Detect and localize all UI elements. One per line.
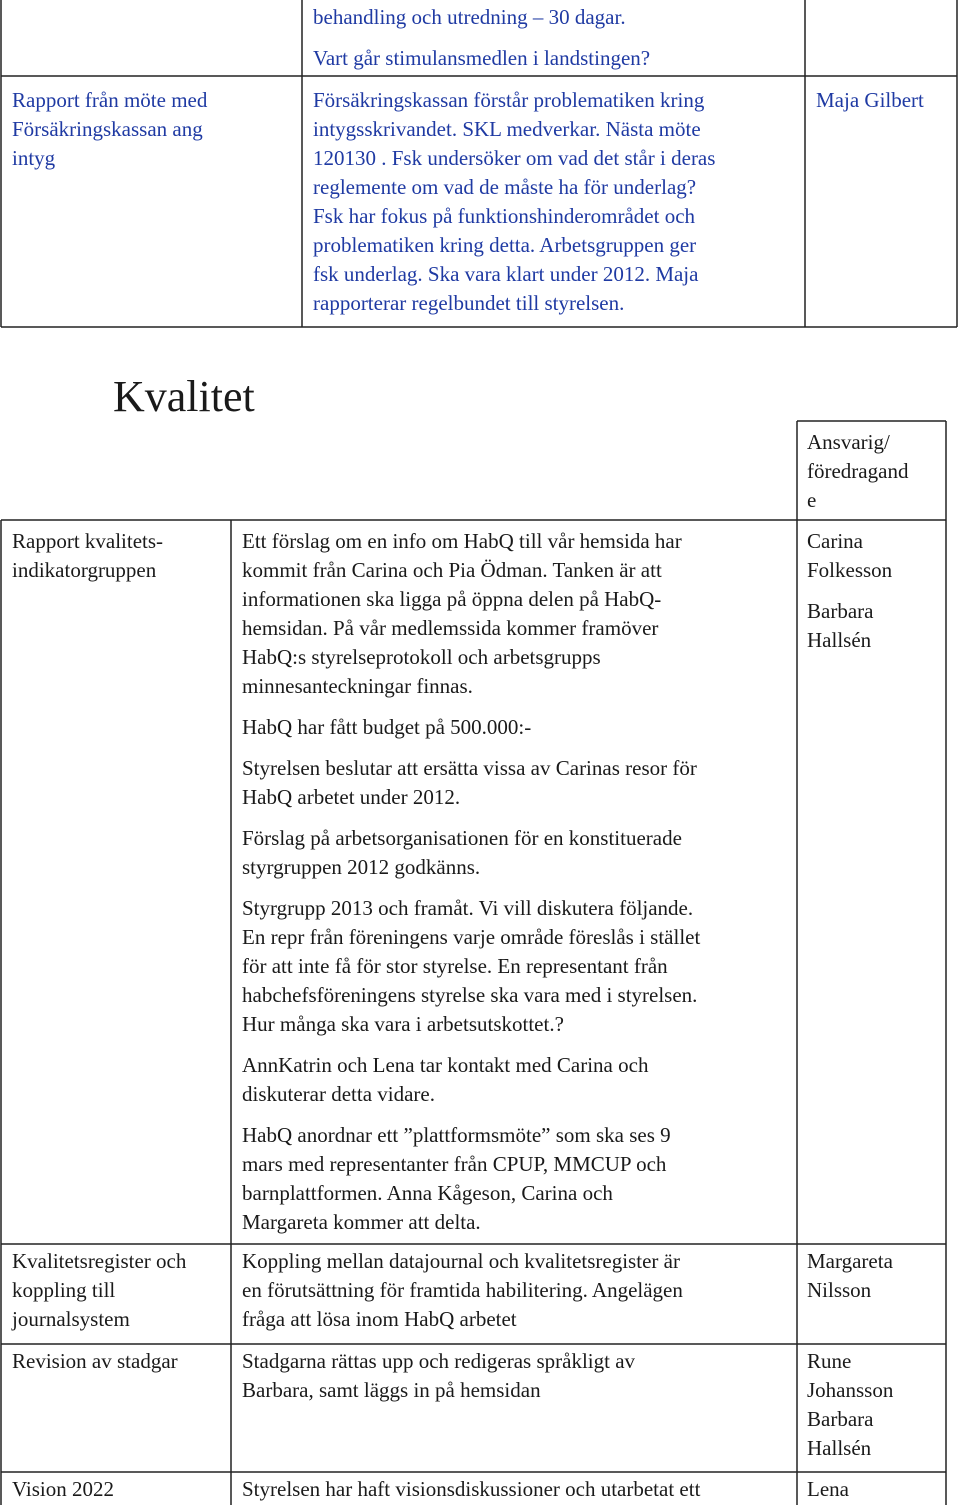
text-line: Fsk har fokus på funktionshinderområdet och [313, 204, 696, 228]
row-description-cell [242, 1247, 794, 1334]
item-line: journalsystem [12, 1307, 130, 1331]
responsible-line: Barbara [807, 599, 874, 623]
description-paragraph [242, 894, 794, 1039]
text-line: 120130 . Fsk undersöker om vad det står i deras [313, 146, 716, 170]
row-responsible-cell [807, 1247, 942, 1305]
text-line: habchefsföreningens styrelse ska vara med i styrelsen. [242, 983, 698, 1007]
text-line: Koppling mellan datajournal och kvalitetsregister är [242, 1249, 680, 1273]
text-line: fsk underlag. Ska vara klart under 2012. Maja [313, 262, 699, 286]
text-line: minnesanteckningar finnas. [242, 674, 473, 698]
text-line: behandling och utredning – 30 dagar. [313, 5, 626, 29]
responsible-line: Carina [807, 529, 863, 553]
text-line: Barbara, samt läggs in på hemsidan [242, 1378, 541, 1402]
row-item-cell [12, 1247, 227, 1334]
responsible-group [807, 527, 942, 585]
header-line: e [807, 488, 817, 512]
row-description-cell [242, 527, 794, 1237]
text-line: Förslag på arbetsorganisationen för en konstituerade [242, 826, 682, 850]
top-partial-description [313, 3, 803, 73]
responsible-line: Margareta [807, 1249, 893, 1273]
text-line: Vart går stimulansmedlen i landstingen? [313, 46, 651, 70]
responsible-line: Rune [807, 1349, 852, 1373]
item-line: Revision av stadgar [12, 1349, 178, 1373]
responsible-line: Johansson [807, 1378, 894, 1402]
text-line: En repr från föreningens varje område föreslås i stället [242, 925, 701, 949]
row-responsible-cell [807, 527, 942, 655]
text-line: styrgruppen 2012 godkänns. [242, 855, 481, 879]
header-responsible [807, 428, 942, 515]
text-line: Hur många ska vara i arbetsutskottet.? [242, 1012, 564, 1036]
row-responsible-cell [807, 1347, 942, 1463]
row-description-cell [242, 1475, 794, 1504]
row-item-cell [12, 1475, 227, 1504]
text-line: Styrelsen har haft visionsdiskussioner och utarbetat ett [242, 1477, 701, 1501]
text-line: HabQ har fått budget på 500.000:- [242, 715, 532, 739]
row-description-cell [242, 1347, 794, 1405]
responsible-line: Lena [807, 1477, 849, 1501]
header-line: föredragand [807, 459, 909, 483]
item-line: indikatorgruppen [12, 558, 157, 582]
item-line: Rapport kvalitets- [12, 529, 164, 553]
top-row-description-cell [313, 86, 803, 318]
text-line: Margareta kommer att delta. [242, 1210, 481, 1234]
responsible-line: Hallsén [807, 1436, 872, 1460]
text-line: Försäkringskassan förstår problematiken kring [313, 88, 705, 112]
top-row-responsible-cell [816, 86, 956, 115]
text-line: fråga att lösa inom HabQ arbetet [242, 1307, 517, 1331]
responsible-line: Barbara [807, 1407, 874, 1431]
row-item-cell [12, 1347, 227, 1376]
text-line: informationen ska ligga på öppna delen på HabQ- [242, 587, 662, 611]
text-line: mars med representanter från CPUP, MMCUP och [242, 1152, 667, 1176]
text-line: barnplattformen. Anna Kågeson, Carina och [242, 1181, 613, 1205]
item-line: Vision 2022 [12, 1477, 114, 1501]
description-paragraph [242, 824, 794, 882]
description-paragraph [242, 1121, 794, 1237]
text-line: en förutsättning för framtida habilitering. Angelägen [242, 1278, 683, 1302]
section-heading: Kvalitet [113, 372, 255, 421]
text-line: hemsidan. På vår medlemssida kommer framöver [242, 616, 659, 640]
text-line: Styrelsen beslutar att ersätta vissa av Carinas resor för [242, 756, 697, 780]
description-paragraph [242, 527, 794, 701]
responsible-name: Maja Gilbert [816, 88, 924, 112]
text-line: intygsskrivandet. SKL medverkar. Nästa möte [313, 117, 701, 141]
text-line: HabQ:s styrelseprotokoll och arbetsgrupps [242, 645, 601, 669]
responsible-line: Hallsén [807, 628, 872, 652]
description-paragraph [242, 1051, 794, 1109]
text-line: AnnKatrin och Lena tar kontakt med Carina och [242, 1053, 649, 1077]
text-line: för att inte få för stor styrelse. En representant från [242, 954, 668, 978]
item-line: koppling till [12, 1278, 116, 1302]
description-paragraph [242, 713, 794, 742]
description-paragraph [242, 754, 794, 812]
text-line: problematiken kring detta. Arbetsgruppen ger [313, 233, 697, 257]
text-line: Ett förslag om en info om HabQ till vår hemsida har [242, 529, 682, 553]
text-line: diskuterar detta vidare. [242, 1082, 435, 1106]
header-line: Ansvarig/ [807, 430, 890, 454]
text-line: HabQ anordnar ett ”plattformsmöte” som ska ses 9 [242, 1123, 671, 1147]
top-row-item-cell [12, 86, 297, 173]
item-line: Försäkringskassan ang [12, 117, 203, 141]
text-line: reglemente om vad de måste ha för underlag? [313, 175, 697, 199]
item-line: Kvalitetsregister och [12, 1249, 187, 1273]
text-line: rapporterar regelbundet till styrelsen. [313, 291, 625, 315]
responsible-line: Nilsson [807, 1278, 872, 1302]
row-item-cell [12, 527, 227, 585]
item-line: intyg [12, 146, 56, 170]
text-line: HabQ arbetet under 2012. [242, 785, 461, 809]
responsible-line: Folkesson [807, 558, 893, 582]
text-line: kommit från Carina och Pia Ödman. Tanken är att [242, 558, 662, 582]
item-line: Rapport från möte med [12, 88, 208, 112]
text-line: Styrgrupp 2013 och framåt. Vi vill diskutera följande. [242, 896, 694, 920]
row-responsible-cell [807, 1475, 942, 1504]
responsible-group [807, 597, 942, 655]
text-line: Stadgarna rättas upp och redigeras språkligt av [242, 1349, 636, 1373]
